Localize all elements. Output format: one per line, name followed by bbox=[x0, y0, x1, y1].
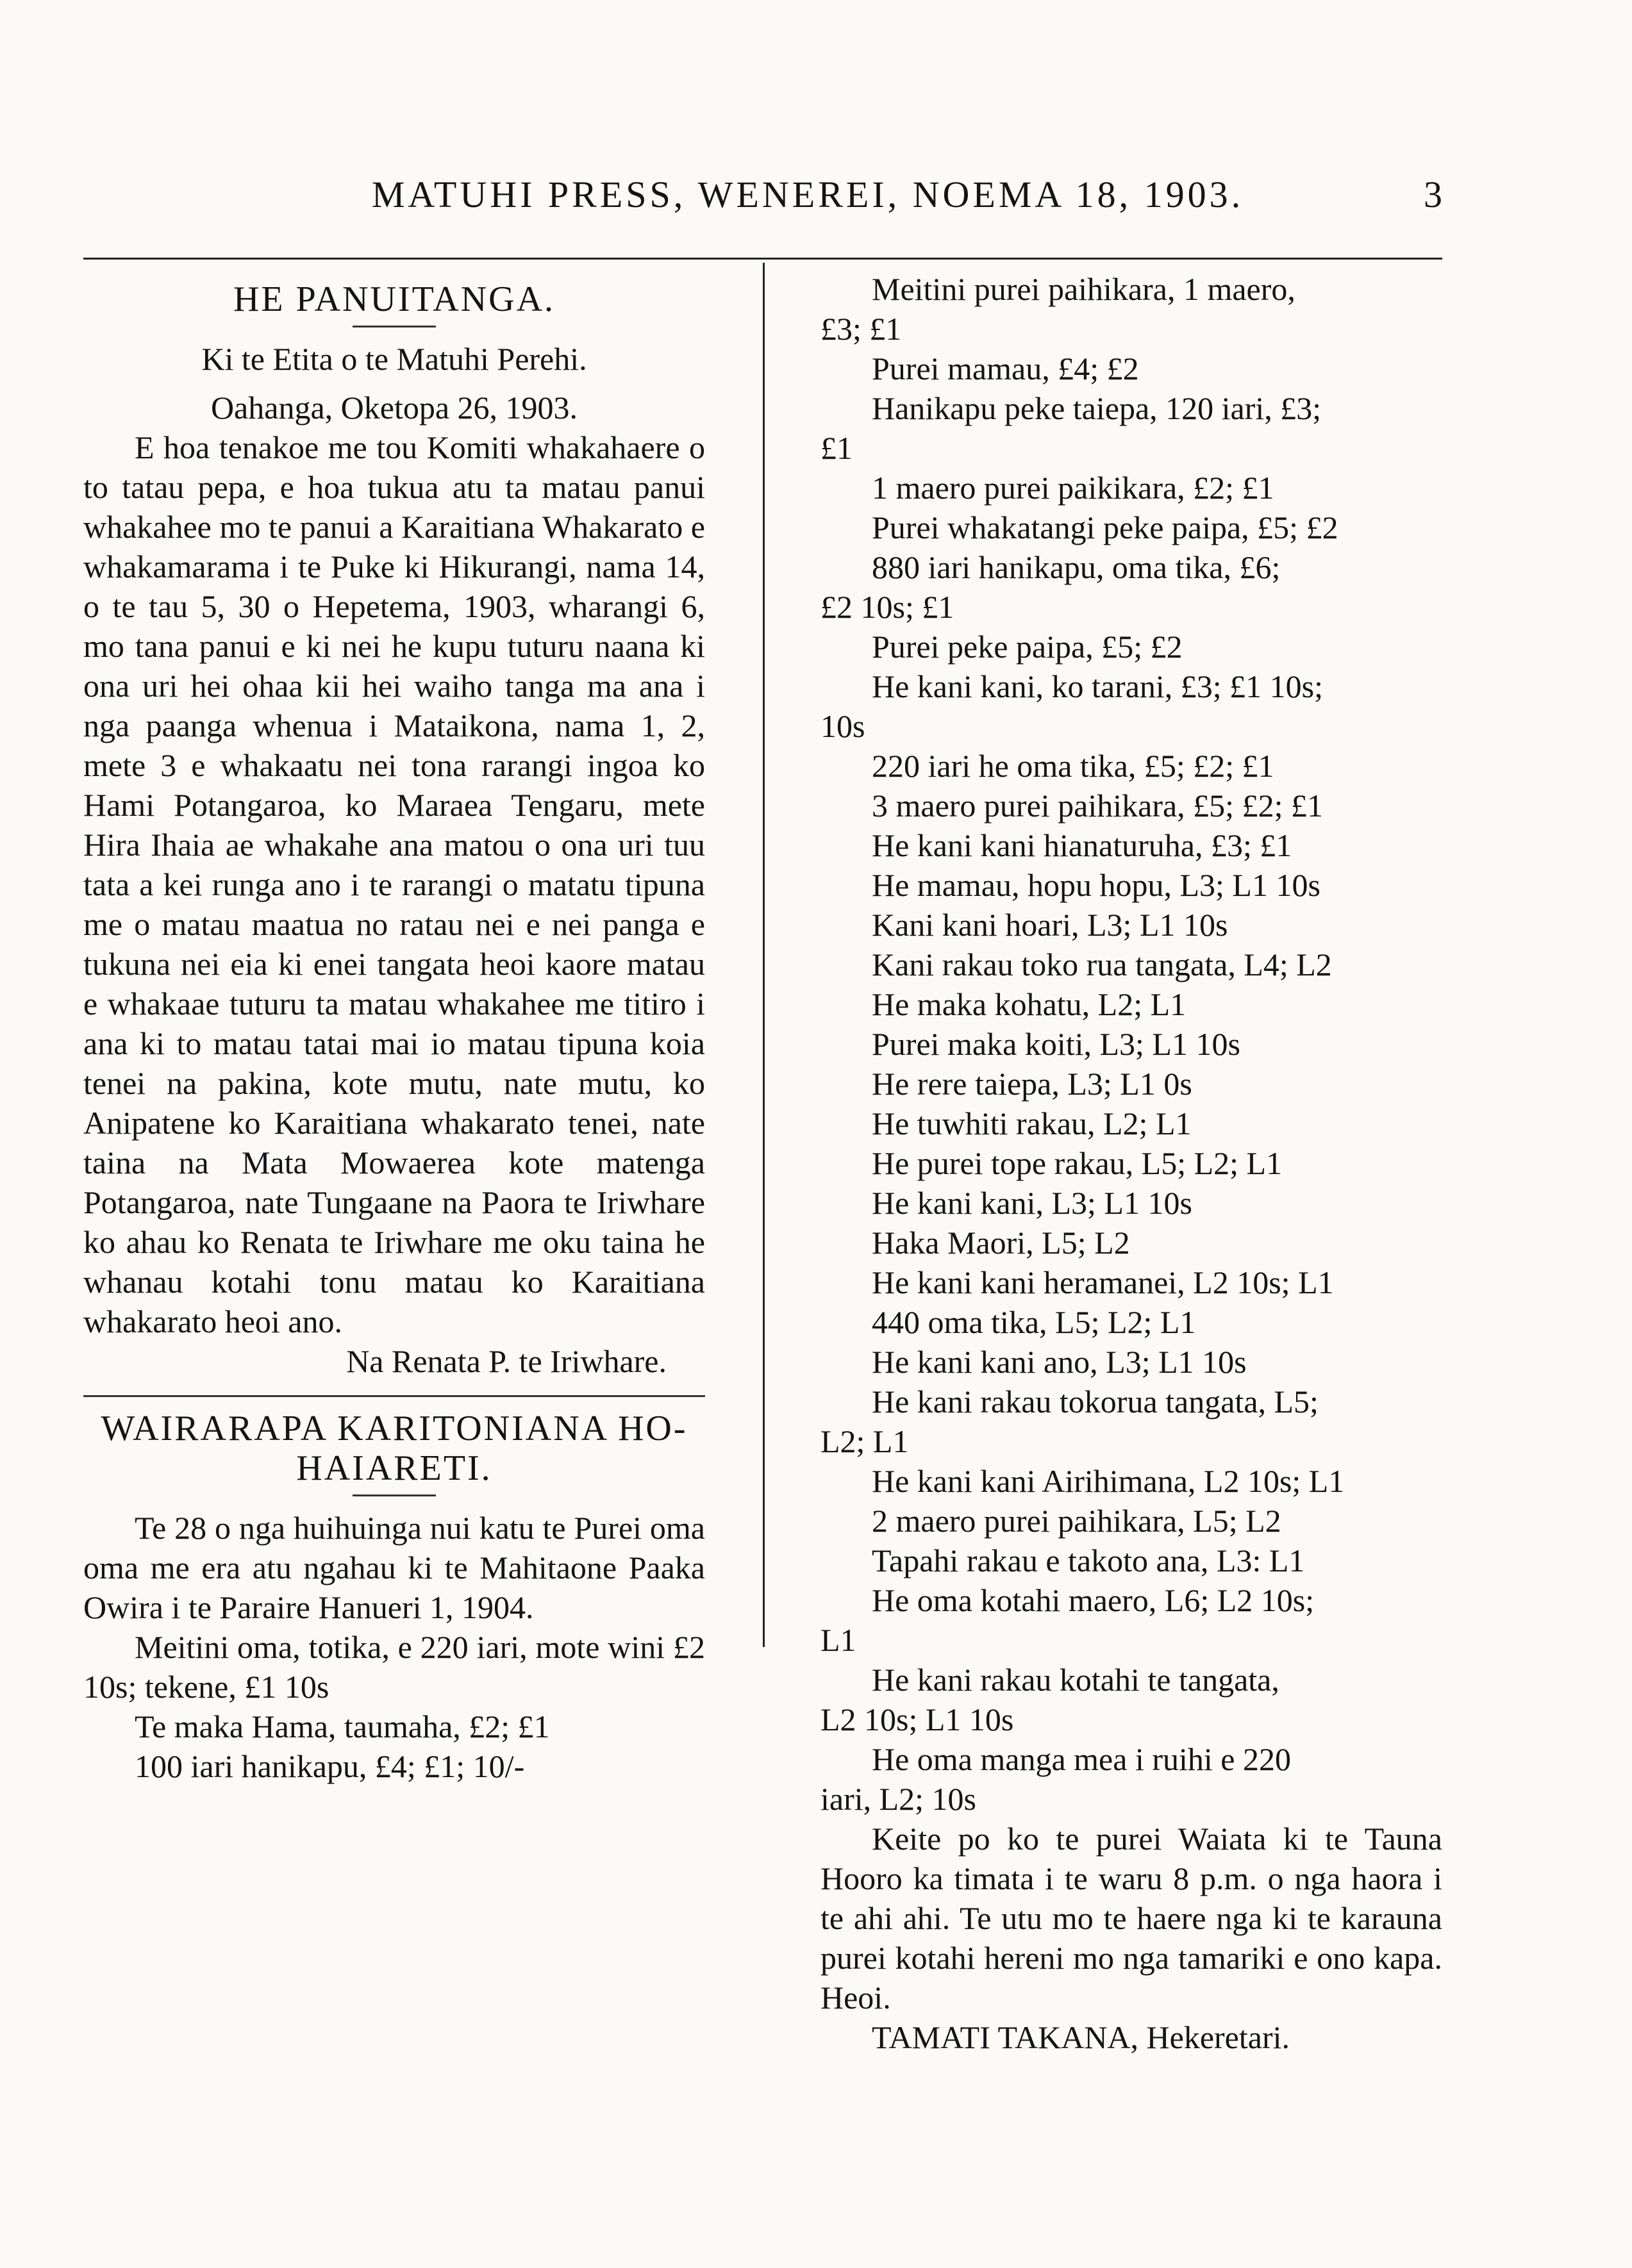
event-line: He mamau, hopu hopu, L3; L1 10s bbox=[872, 867, 1320, 903]
event-line-continued: L2; L1 bbox=[820, 1423, 909, 1459]
column-divider bbox=[763, 263, 765, 1647]
event-entry bbox=[820, 269, 1442, 349]
event-line-continued: £3; £1 bbox=[820, 311, 902, 347]
event-line: He kani kani, ko tarani, £3; £1 10s; bbox=[872, 668, 1324, 704]
event-entry bbox=[820, 1739, 1442, 1819]
event-line: He purei tope rakau, L5; L2; L1 bbox=[872, 1145, 1283, 1181]
event-entry bbox=[820, 945, 1442, 984]
event-line: Kani rakau toko rua tangata, L4; L2 bbox=[872, 947, 1332, 982]
event-line: He maka kohatu, L2; L1 bbox=[872, 986, 1187, 1022]
notice-heading: HE PANUITANGA. bbox=[233, 279, 556, 319]
event-entry bbox=[820, 1580, 1442, 1660]
event-entry bbox=[820, 905, 1442, 945]
event-entry bbox=[820, 1501, 1442, 1541]
event-line-continued: £2 10s; £1 bbox=[820, 589, 954, 625]
event-line: He kani rakau kotahi te tangata, bbox=[872, 1662, 1279, 1698]
event-entry bbox=[820, 1024, 1442, 1064]
event-entry bbox=[820, 547, 1442, 627]
event-line-continued: L2 10s; L1 10s bbox=[820, 1701, 1014, 1737]
event-line: 1 maero purei paikikara, £2; £1 bbox=[872, 470, 1274, 506]
event-line: He tuwhiti rakau, L2; L1 bbox=[872, 1105, 1192, 1141]
event-line-continued: L1 bbox=[820, 1622, 856, 1658]
event-entry bbox=[820, 1143, 1442, 1183]
event-line: He kani kani heramanei, L2 10s; L1 bbox=[872, 1264, 1334, 1300]
event-line-continued: 10s bbox=[820, 708, 865, 744]
event-entry bbox=[820, 1541, 1442, 1580]
heading-rule bbox=[353, 326, 436, 327]
event-line: He kani kani ano, L3; L1 10s bbox=[872, 1344, 1247, 1380]
event-line: Purei mamau, £4; £2 bbox=[872, 351, 1139, 386]
event-entry: Meitini oma, totika, e 220 iari, mote wini £2 10s; tekene, £1 10s bbox=[83, 1629, 705, 1705]
notice-body: E hoa tenakoe me tou Komiti whakahaere o to tatau pepa, e hoa tukua atu ta matau panui whakahee mo te panui a Karaitiana Whakarato e whakamarama i te Puke ki Hikurangi, nama 14, o te tau 5, 30 o Hepetema, 1903, wharangi 6, mo tana panui e ki nei he kupu tuturu naana ki ona uri hei ohaa kii hei waiho tanga ma ana i nga paanga whenua i Mataikona, nama 1, 2, mete 3 e whakaatu nei tona rarangi ingoa ko Hami Potangaroa, ko Maraea Tengaru, mete Hira Ihaia ae whakahe ana matou o ona uri tuu tata a kei runga ano i te rarangi o matatu tipuna me o matau maatua no ratau nei e nei panga e tukuna nei eia ki enei tangata heoi kaore matau e whakaae tuturu ta matau whakahee me titiro i ana ki to matau tatai mai io matau tipuna koia tenei na pakina, kote mutu, nate mutu, ko Anipatene ko Karaitiana whakarato tenei, nate taina na Mata Mowaerea kote matenga Potangaroa, nate Tungaane na Paora te Iriwhare ko ahau ko Renata te Iriwhare me oku taina he whanau kotahi tonu matau ko Karaitiana whakarato heoi ano. bbox=[83, 429, 705, 1339]
event-entry bbox=[820, 786, 1442, 825]
event-line: Haka Maori, L5; L2 bbox=[872, 1225, 1130, 1261]
event-entry bbox=[820, 746, 1442, 786]
event-list bbox=[820, 269, 1442, 1819]
event-entry bbox=[820, 508, 1442, 547]
event-line: Tapahi rakau e takoto ana, L3: L1 bbox=[872, 1543, 1305, 1578]
event-entry bbox=[820, 865, 1442, 905]
sports-heading-line2: HAIARETI. bbox=[296, 1448, 492, 1488]
event-line: Purei whakatangi peke paipa, £5; £2 bbox=[872, 509, 1338, 545]
notice-dateline: Oahanga, Oketopa 26, 1903. bbox=[210, 390, 578, 426]
event-line: 3 maero purei paihikara, £5; £2; £1 bbox=[872, 788, 1323, 824]
event-line: He kani rakau tokorua tangata, L5; bbox=[872, 1384, 1319, 1420]
event-entry bbox=[820, 627, 1442, 666]
notice-signature: Na Renata P. te Iriwhare. bbox=[346, 1343, 667, 1379]
event-line: 220 iari he oma tika, £5; £2; £1 bbox=[872, 748, 1274, 784]
event-line-continued: iari, L2; 10s bbox=[820, 1781, 977, 1817]
event-line: He oma manga mea i ruihi e 220 bbox=[872, 1741, 1291, 1777]
event-entry bbox=[820, 388, 1442, 468]
right-column bbox=[820, 269, 1442, 2057]
event-entry: 100 iari hanikapu, £4; £1; 10/- bbox=[135, 1748, 525, 1784]
event-entry bbox=[820, 825, 1442, 865]
event-entry bbox=[820, 1382, 1442, 1461]
left-column bbox=[83, 269, 705, 1786]
event-entry bbox=[820, 1183, 1442, 1223]
page-number: 3 bbox=[1424, 174, 1442, 215]
event-line-continued: £1 bbox=[820, 430, 853, 466]
event-entry bbox=[820, 468, 1442, 508]
sports-intro: Te 28 o nga huihuinga nui katu te Purei oma oma me era atu ngahau ki te Mahitaone Paaka Owira i te Paraire Hanueri 1, 1904. bbox=[83, 1510, 705, 1625]
event-entry bbox=[820, 1660, 1442, 1739]
event-entry bbox=[820, 1064, 1442, 1104]
section-rule bbox=[83, 1395, 705, 1397]
closing-signature: TAMATI TAKANA, Hekeretari. bbox=[872, 2019, 1290, 2055]
event-entry bbox=[820, 1342, 1442, 1382]
event-line: Kani kani hoari, L3; L1 10s bbox=[872, 907, 1228, 943]
event-line: He kani kani, L3; L1 10s bbox=[872, 1185, 1192, 1221]
event-line: 440 oma tika, L5; L2; L1 bbox=[872, 1304, 1196, 1340]
event-entry bbox=[820, 349, 1442, 388]
event-entry: Te maka Hama, taumaha, £2; £1 bbox=[135, 1709, 550, 1744]
notice-addressee: Ki te Etita o te Matuhi Perehi. bbox=[201, 341, 587, 377]
event-line: Meitini purei paihikara, 1 maero, bbox=[872, 271, 1295, 307]
event-line: 880 iari hanikapu, oma tika, £6; bbox=[872, 549, 1281, 585]
event-line: He rere taiepa, L3; L1 0s bbox=[872, 1066, 1192, 1102]
header-rule bbox=[83, 258, 1442, 260]
sports-heading-line1: WAIRARAPA KARITONIANA HO- bbox=[101, 1409, 688, 1448]
event-line: He kani kani hianaturuha, £3; £1 bbox=[872, 827, 1292, 863]
closing-notice: Keite po ko te purei Waiata ki te Tauna Hooro ka timata i te waru 8 p.m. o nga haora i te ahi ahi. Te utu mo te haere nga ki te karauna purei kotahi hereni mo nga tamariki e ono kapa. Heoi. bbox=[820, 1821, 1442, 2016]
event-line: Purei peke paipa, £5; £2 bbox=[872, 629, 1183, 665]
heading-rule bbox=[353, 1494, 436, 1496]
event-entry bbox=[820, 1223, 1442, 1262]
event-line: He oma kotahi maero, L6; L2 10s; bbox=[872, 1582, 1315, 1618]
event-entry bbox=[820, 1461, 1442, 1501]
event-line: Hanikapu peke taiepa, 120 iari, £3; bbox=[872, 390, 1322, 426]
page-header bbox=[83, 173, 1442, 244]
event-entry bbox=[820, 1104, 1442, 1143]
event-line: He kani kani Airihimana, L2 10s; L1 bbox=[872, 1463, 1345, 1499]
running-title: MATUHI PRESS, WENEREI, NOEMA 18, 1903. bbox=[371, 174, 1244, 215]
event-entry bbox=[820, 1262, 1442, 1302]
event-entry bbox=[820, 1302, 1442, 1342]
event-line: 2 maero purei paihikara, L5; L2 bbox=[872, 1503, 1281, 1539]
event-entry bbox=[820, 984, 1442, 1024]
event-line: Purei maka koiti, L3; L1 10s bbox=[872, 1026, 1240, 1062]
event-entry bbox=[820, 666, 1442, 746]
